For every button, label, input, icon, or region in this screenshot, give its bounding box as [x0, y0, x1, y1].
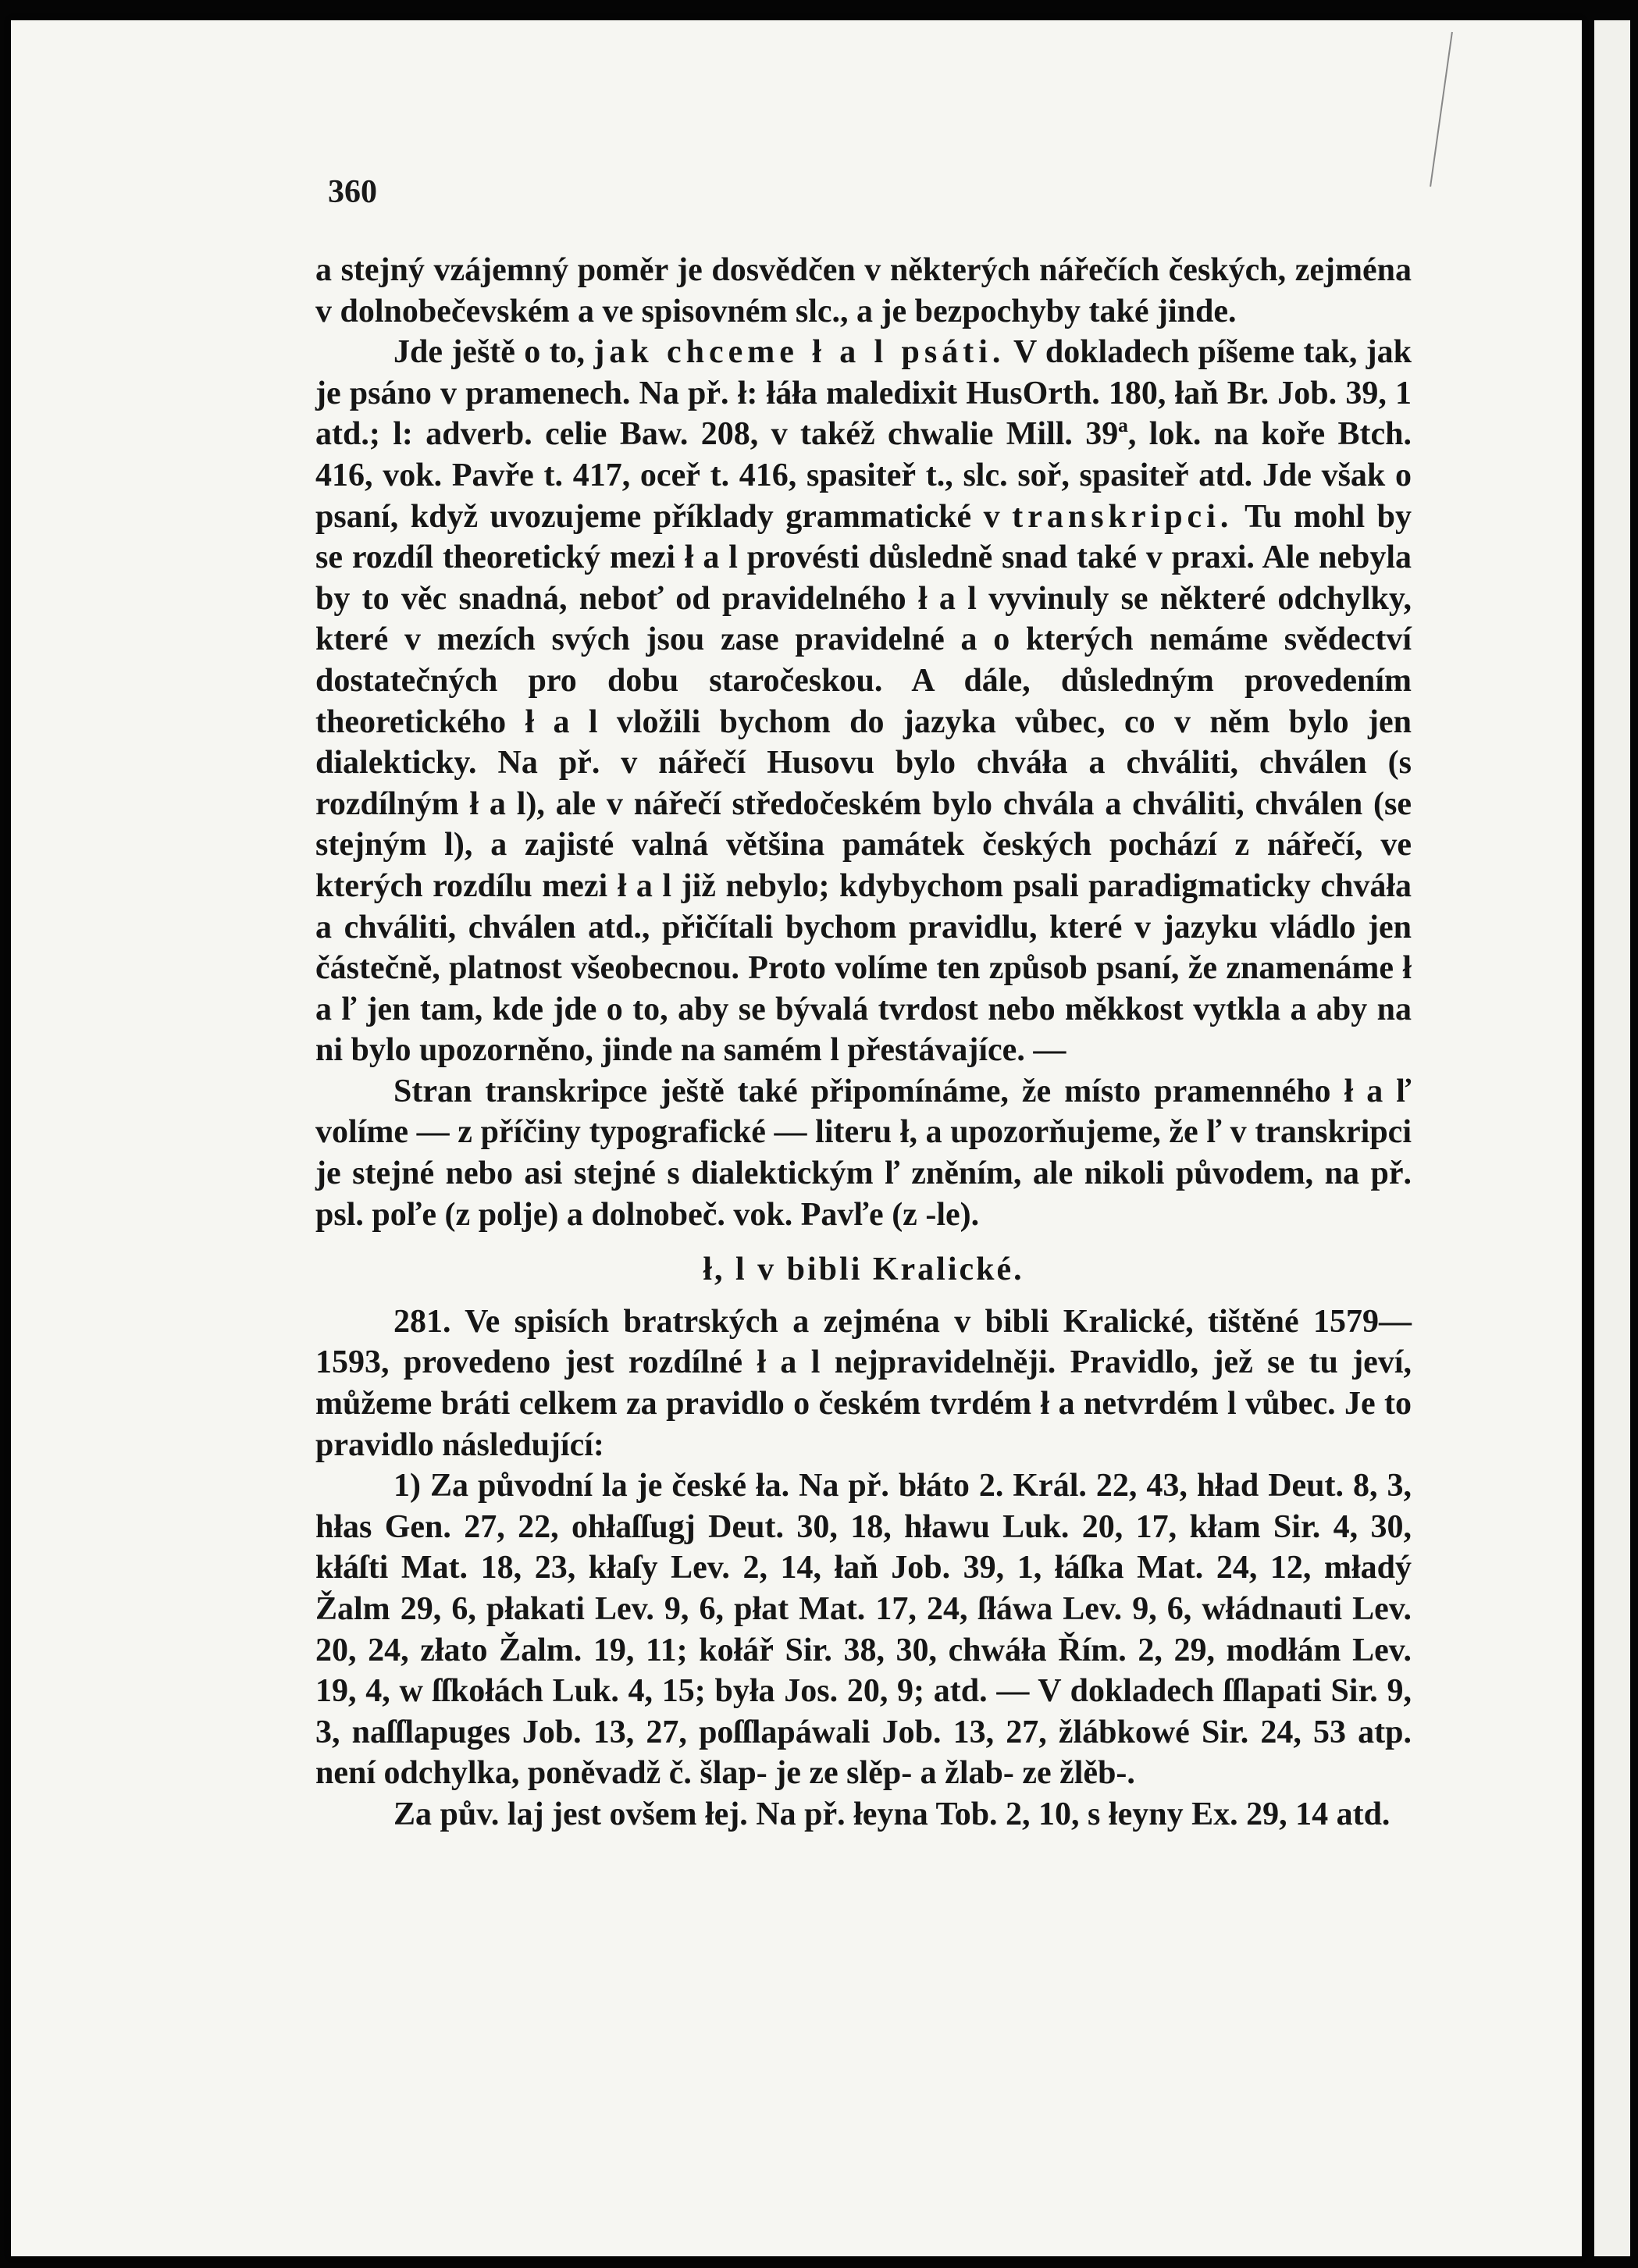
para2-spaced: jak chceme ł a l psáti.: [593, 334, 1006, 371]
para2-spaced2: transkripci.: [1012, 498, 1234, 535]
body-text: [315, 250, 1412, 1835]
page-number: 360: [328, 174, 377, 210]
paragraph-281: [315, 1301, 1412, 1465]
para4-text: Ve spisích bratrských a zejména v bibli Kralické, tištěné 1579—1593, provedeno jest rozdílné ł a l nejpravidelněji. Pravidlo, jež se tu jeví, můžeme bráti celkem za pravidlo o českém tvrdém ł a netvrdém l vůbec. Je to pravidlo následující:: [315, 1303, 1412, 1463]
adjacent-page-edge: [1594, 20, 1630, 2256]
section-heading: ł, l v bibli Kralické.: [703, 1251, 1024, 1288]
paragraph-6: Za pův. laj jest ovšem łej. Na př. łeyna Tob. 2, 10, s łeyny Ex. 29, 14 atd.: [393, 1796, 1391, 1832]
paragraph-3: Stran transkripce ještě také připomínáme, že místo pramenného ł a ľ volíme — z příčiny typografické — literu ł, a upozorňujeme, že ľ v transkripci je stejné nebo asi stejné s dialektickým ľ zněním, ale nikoli původem, na př. psl. poľe (z polje) a dolnobeč. vok. Pavľe (z -le).: [315, 1073, 1412, 1233]
paragraph-1: a stejný vzájemný poměr je dosvědčen v některých nářečích českých, zejména v dolnobečevském a ve spisovném slc., a je bezpochyby také jinde.: [315, 252, 1412, 329]
paragraph-2: [315, 332, 1412, 1071]
paragraph-5: 1) Za původní la je české ła. Na př. błáto 2. Král. 22, 43, hład Deut. 8, 3, hłas Gen. 27, 22, ohłaſſugj Deut. 30, 18, hławu Luk. 20, 17, kłam Sir. 4, 30, kłáſti Mat. 18, 23, kłaſy Lev. 2, 14, łaň Job. 39, 1, łáſka Mat. 24, 12, mładý Žalm 29, 6, płakati Lev. 9, 6, płat Mat. 17, 24, ſłáwa Lev. 9, 6, włádnauti Lev. 20, 24, złato Žalm. 19, 11; kołář Sir. 38, 30, chwáła Řím. 2, 29, modłám Lev. 19, 4, w ſſkołách Luk. 4, 15; była Jos. 20, 9; atd. — V dokladech ſſlapati Sir. 9, 3, naſſlapuges Job. 13, 27, poſſlapáwali Job. 13, 27, žlábkowé Sir. 24, 53 atp. není odchylka, poněvadž č. šlap- je ze slěp- a žlab- ze žlěb-.: [315, 1468, 1412, 1792]
para2-intro: Jde ještě o to,: [393, 334, 586, 371]
para2-a: V dokladech píšeme tak, jak je psáno v pramenech. Na př. ł: łáła maledixit HusOrth. 180, łaň Br. Job. 39, 1 atd.; l: adverb. celie Baw. 208, v takéž chwalie Mill. 39ª, lok. na koře Btch. 416, vok. Pavře t. 417, oceř t. 416, spasiteř t., slc. soř, spasiteř atd. Jde však o psaní, když uvozujeme příklady grammatické v: [315, 334, 1412, 535]
section-number: 281.: [393, 1303, 451, 1340]
para2-b: Tu mohl by se rozdíl theoretický mezi ł a l provésti důsledně snad také v praxi. Ale nebyla by to věc snadná, neboť od pravidelného ł a l vyvinuly se některé odchylky, které v mezích svých jsou zase pravidelné a o kterých nemáme svědectví dostatečných pro dobu staročeskou. A dále, důsledným provedením theoretického ł a l vložili bychom do jazyka vůbec, co v něm bylo jen dialekticky. Na př. v nářečí Husovu bylo chváła a chváliti, chválen (s rozdílným ł a l), ale v nářečí středočeském bylo chvála a chváliti, chválen (se stejným l), a zajisté valná většina památek českých pochází z nářečí, ve kterých rozdílu mezi ł a l již nebylo; kdybychom psali paradigmaticky chváła a chváliti, chválen atd., přičítali bychom pravidlu, které v jazyku vládlo jen částečně, platnost všeobecnou. Proto volíme ten způsob psaní, že znamenáme ł a ľ jen tam, kde jde o to, aby se bývalá tvrdost nebo měkkost vytkla a aby na ni bylo upozorněno, jinde na samém l přestávajíce. —: [315, 498, 1412, 1069]
